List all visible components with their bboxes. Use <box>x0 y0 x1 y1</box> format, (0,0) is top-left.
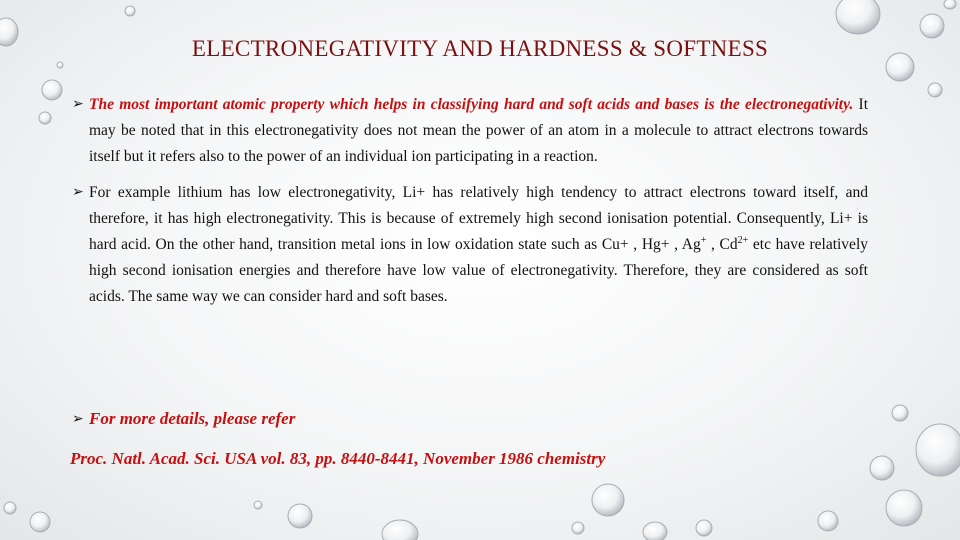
bullet-item-lithium-example <box>72 180 868 310</box>
bullet-text: It may be noted that in this electronegativity does not mean the power of an atom in a molecule to attract electrons towards itself but it refers also to the power of an individual ion participating in a reaction. <box>89 96 869 165</box>
arrow-bullet-icon: ➢ <box>72 97 84 112</box>
bullet-text: , Cd <box>706 236 738 253</box>
bullet-text: For example lithium has low electronegativity, Li+ has relatively high tendency to attract electrons toward itself, and therefore, it has high electronegativity. This is because of extremely high second ionisation potential. Consequently, Li+ is hard acid. On the other hand, transition metal ions in low oxidation state such as Cu+ , Hg+ , Ag <box>89 184 868 253</box>
bullet-list <box>72 92 868 320</box>
more-details-text: For more details, please refer <box>89 409 296 428</box>
arrow-bullet-icon: ➢ <box>72 185 84 200</box>
bullet-item-electronegativity <box>72 92 868 170</box>
reference-citation: Proc. Natl. Acad. Sci. USA vol. 83, pp. 8440-8441, November 1986 chemistry <box>70 449 606 468</box>
highlighted-statement: The most important atomic property which helps in classifying hard and soft acids and bases is the electronegativity. <box>89 96 854 113</box>
slide-title: ELECTRONEGATIVITY AND HARDNESS & SOFTNESS <box>191 36 769 61</box>
superscript-charge: + <box>700 234 707 246</box>
bullet-item-more-details <box>72 406 295 432</box>
arrow-bullet-icon: ➢ <box>72 412 84 427</box>
bullet-text: etc have relatively high second ionisation energies and therefore have low value of electronegativity. Therefore, they are considered as soft acids. The same way we can consider hard and soft bases. <box>89 236 868 305</box>
superscript-charge: 2+ <box>737 234 749 246</box>
